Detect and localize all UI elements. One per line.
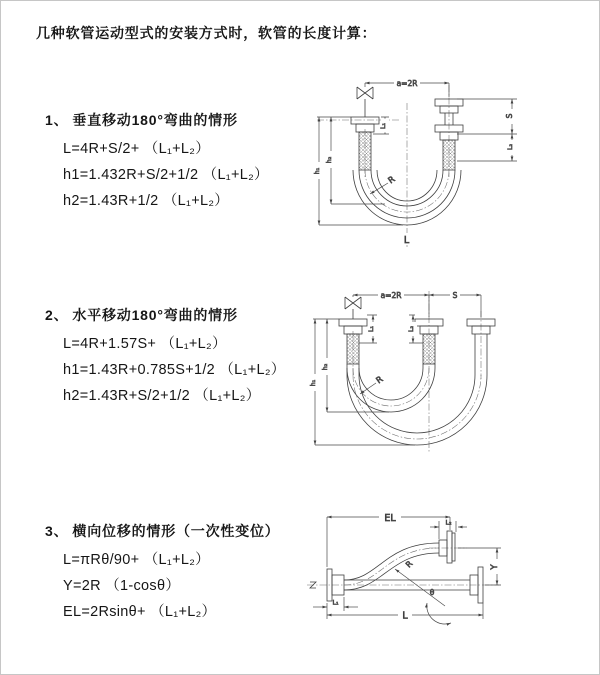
- dim-label-stroke-s: S: [505, 113, 514, 119]
- diagram-vertical-180-bend: [307, 73, 551, 261]
- hose-assembly: [310, 531, 483, 603]
- dim-label-l1: L₁: [332, 599, 339, 607]
- section-vertical: [45, 111, 269, 214]
- dim-label-y: Y: [490, 564, 500, 570]
- braided-hose-left: [347, 334, 359, 364]
- angle-arc: [427, 603, 451, 624]
- dim-label-h1: h₁: [314, 167, 321, 175]
- section-1-title: 垂直移动180°弯曲的情形: [72, 112, 238, 128]
- section-1-number: 1、: [45, 112, 69, 128]
- centerlines: [317, 85, 449, 247]
- dim-label-length: L: [403, 235, 410, 246]
- section-2-number: 2、: [45, 307, 69, 323]
- section-2-title: 水平移动180°弯曲的情形: [72, 307, 238, 323]
- section-1-heading: [45, 111, 269, 129]
- dim-label-l2: L₂: [408, 325, 415, 333]
- dim-label-length: L: [402, 610, 408, 622]
- upper-flange-fitting: [439, 531, 455, 563]
- formula-length: L=4R+S/2+ （L₁+L₂）: [63, 141, 211, 157]
- valve-icon: [357, 87, 373, 117]
- dimensions: [313, 512, 502, 624]
- section-3-formulas: [63, 547, 280, 625]
- section-1-formulas: [63, 136, 269, 214]
- section-2-heading: [45, 306, 286, 324]
- hose-assembly: [339, 297, 495, 445]
- formula-h2: h2=1.43R+1/2 （L₁+L₂）: [63, 193, 230, 209]
- diagram-lateral-displacement: [301, 503, 599, 655]
- section-horizontal: [45, 306, 286, 409]
- dim-label-h1: h₁: [310, 379, 317, 387]
- dim-label-span: a=2R: [380, 291, 402, 300]
- braided-hose-left: [359, 132, 371, 170]
- dim-label-theta: θ: [429, 588, 435, 597]
- section-3-number: 3、: [45, 523, 69, 539]
- section-lateral: [45, 522, 280, 625]
- dim-label-l1: L₁: [380, 122, 387, 130]
- dim-label-radius: R: [404, 559, 415, 570]
- dim-label-h2: h₂: [326, 156, 333, 164]
- dim-label-l2: L₂: [445, 519, 452, 527]
- section-3-title: 横向位移的情形（一次性变位）: [72, 523, 280, 539]
- dimensions: [310, 291, 481, 446]
- formula-length: L=4R+1.57S+ （L₁+L₂）: [63, 336, 227, 352]
- page-title: 几种软管运动型式的安装方式时，软管的长度计算：: [36, 25, 377, 41]
- dim-label-l1: L₁: [368, 325, 375, 333]
- dim-label-span: a=2R: [396, 79, 418, 88]
- formula-length: L=πRθ/90+ （L₁+L₂）: [63, 552, 210, 568]
- formula-el: EL=2Rsinθ+ （L₁+L₂）: [63, 604, 217, 620]
- dim-label-h2: h₂: [322, 363, 329, 371]
- radius-line: [395, 569, 445, 606]
- section-2-formulas: [63, 331, 286, 409]
- diagram-horizontal-180-bend: [301, 283, 589, 459]
- dimensions: [314, 79, 517, 247]
- dim-label-l2: L₂: [507, 143, 514, 151]
- dim-label-radius: R: [374, 374, 386, 387]
- formula-y: Y=2R （1-cosθ）: [63, 578, 181, 594]
- formula-h1: h1=1.43R+0.785S+1/2 （L₁+L₂）: [63, 362, 286, 378]
- section-3-heading: [45, 522, 280, 540]
- s-curve-hose-position: [344, 543, 439, 590]
- hose-u-bend-far: [347, 334, 487, 445]
- braided-hose-right: [443, 140, 455, 170]
- braided-hose-middle: [423, 334, 435, 364]
- dim-label-el: EL: [384, 513, 396, 524]
- dim-label-stroke-s: S: [452, 291, 458, 300]
- dim-label-radius: R: [386, 174, 398, 187]
- formula-h1: h1=1.432R+S/2+1/2 （L₁+L₂）: [63, 167, 269, 183]
- valve-icon: [345, 297, 361, 319]
- formula-h2: h2=1.43R+S/2+1/2 （L₁+L₂）: [63, 388, 261, 404]
